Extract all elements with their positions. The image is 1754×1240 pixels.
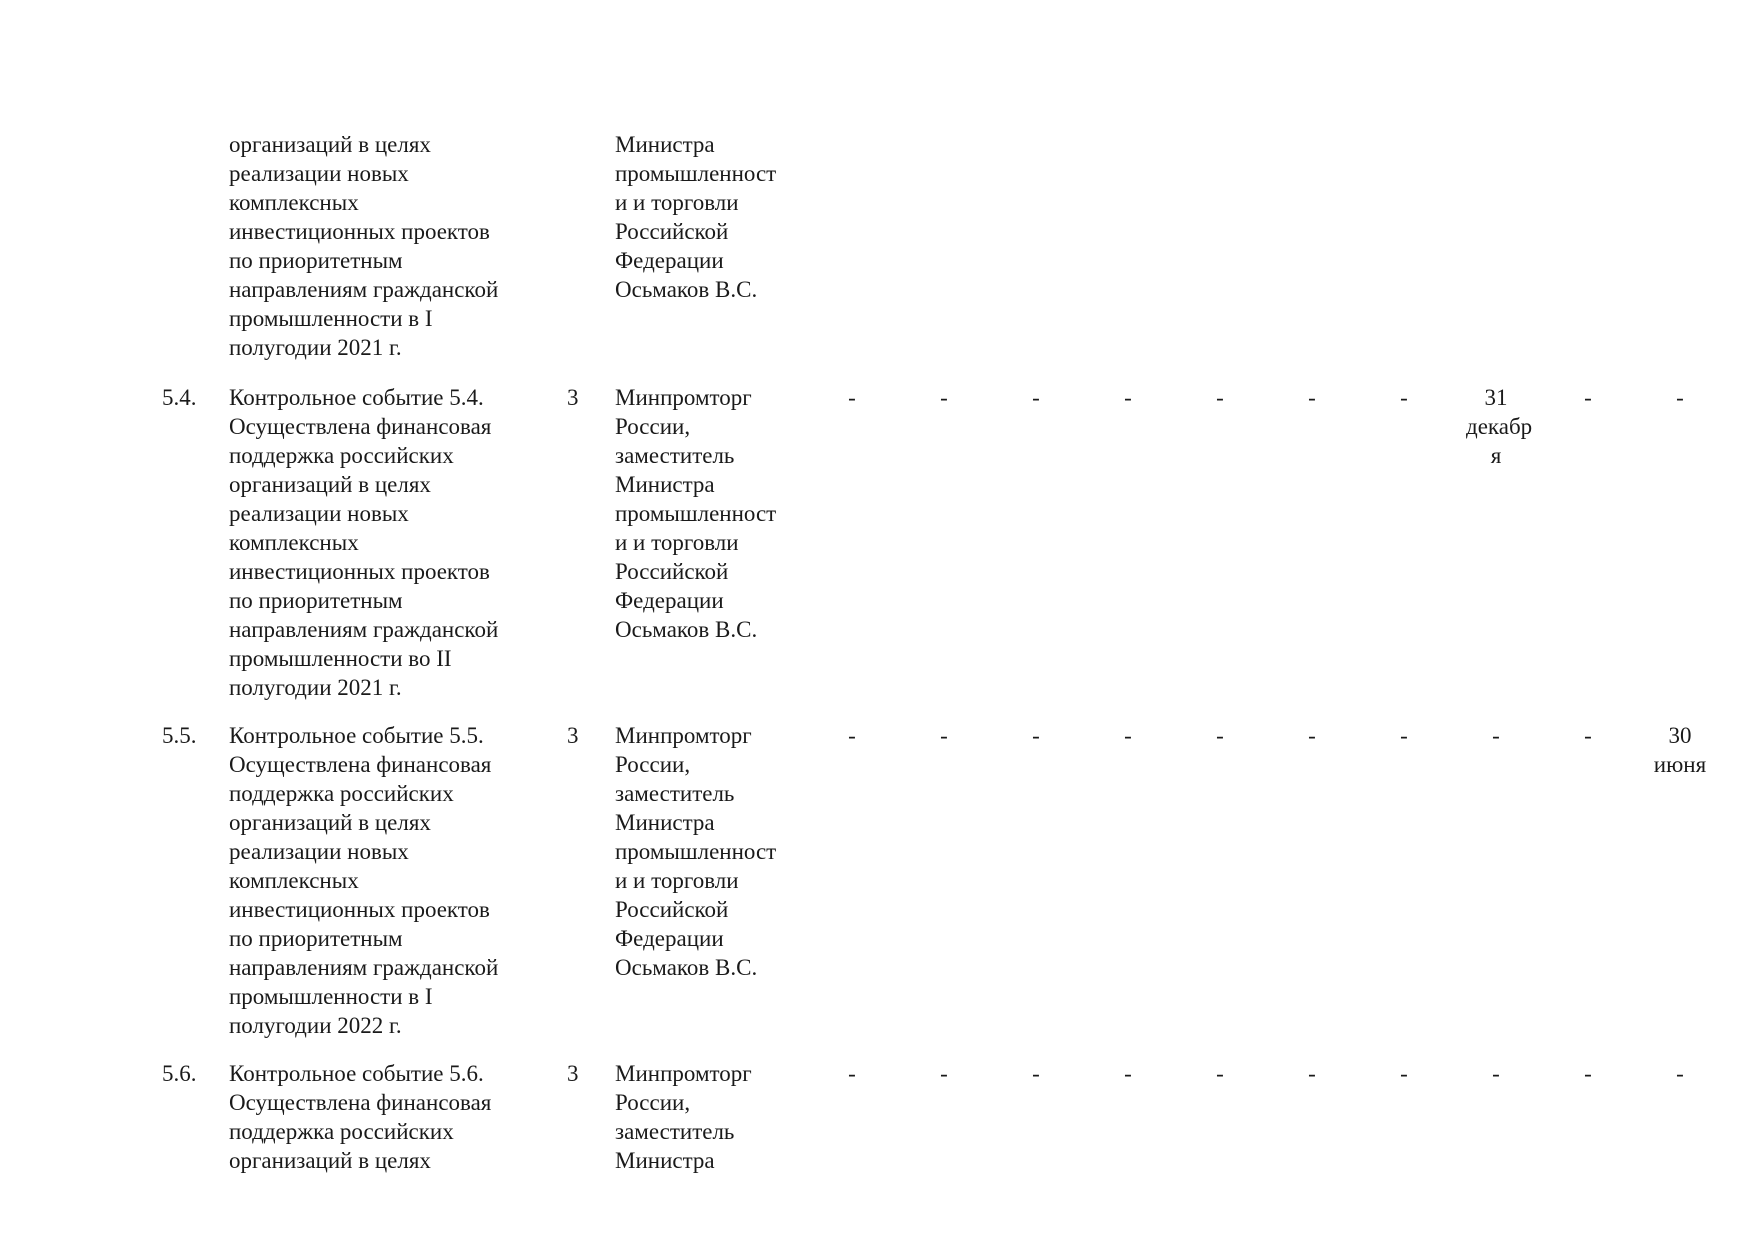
row-mark-2: - xyxy=(940,385,948,410)
row-mark-6: - xyxy=(1308,1061,1316,1086)
row-mark-10: 30 июня xyxy=(1653,723,1707,777)
row-mark-10: - xyxy=(1676,385,1684,410)
row-mark-6: - xyxy=(1308,723,1316,748)
row-mark-3: - xyxy=(1032,1061,1040,1086)
row-responsible: Министра промышленност и и торговли Российской Федерации Осьмаков В.С. xyxy=(615,132,777,302)
row-mark-4: - xyxy=(1124,723,1132,748)
row-mark-7: - xyxy=(1400,723,1408,748)
row-level: 3 xyxy=(567,723,579,748)
row-mark-6: - xyxy=(1308,385,1316,410)
row-mark-5: - xyxy=(1216,1061,1224,1086)
row-responsible: Минпромторг России, заместитель Министра промышленност и и торговли Российской Федерации Осьмаков В.С. xyxy=(615,723,777,980)
row-mark-7: - xyxy=(1400,385,1408,410)
row-description: Контрольное событие 5.6. Осуществлена финансовая поддержка российских организаций в целях xyxy=(229,1061,492,1173)
row-mark-7: - xyxy=(1400,1061,1408,1086)
row-responsible: Минпромторг России, заместитель Министра xyxy=(615,1061,752,1173)
row-mark-5: - xyxy=(1216,385,1224,410)
row-mark-1: - xyxy=(848,1061,856,1086)
row-level: 3 xyxy=(567,385,579,410)
row-mark-3: - xyxy=(1032,723,1040,748)
row-number: 5.4. xyxy=(162,385,197,410)
row-mark-9: - xyxy=(1584,1061,1592,1086)
row-mark-9: - xyxy=(1584,723,1592,748)
row-mark-1: - xyxy=(848,385,856,410)
row-responsible: Минпромторг России, заместитель Министра промышленност и и торговли Российской Федерации Осьмаков В.С. xyxy=(615,385,777,642)
row-number: 5.5. xyxy=(162,723,197,748)
row-mark-8: 31 декабр я xyxy=(1466,385,1533,468)
row-description: Контрольное событие 5.4. Осуществлена финансовая поддержка российских организаций в целях реализации новых комплексных инвестиционных проектов по приоритетным направлениям гражданской промышленности во II полугодии 2021 г. xyxy=(229,385,499,700)
row-mark-4: - xyxy=(1124,385,1132,410)
row-mark-8: - xyxy=(1492,723,1500,748)
row-level: 3 xyxy=(567,1061,579,1086)
row-mark-10: - xyxy=(1676,1061,1684,1086)
row-mark-5: - xyxy=(1216,723,1224,748)
row-mark-3: - xyxy=(1032,385,1040,410)
row-mark-4: - xyxy=(1124,1061,1132,1086)
row-mark-9: - xyxy=(1584,385,1592,410)
row-description: организаций в целях реализации новых комплексных инвестиционных проектов по приоритетным направлениям гражданской промышленности в I полугодии 2021 г. xyxy=(229,132,499,360)
row-mark-2: - xyxy=(940,723,948,748)
row-number: 5.6. xyxy=(162,1061,197,1086)
row-mark-8: - xyxy=(1492,1061,1500,1086)
row-mark-2: - xyxy=(940,1061,948,1086)
row-description: Контрольное событие 5.5. Осуществлена финансовая поддержка российских организаций в целях реализации новых комплексных инвестиционных проектов по приоритетным направлениям гражданской промышленности в I полугодии 2022 г. xyxy=(229,723,499,1038)
row-mark-1: - xyxy=(848,723,856,748)
